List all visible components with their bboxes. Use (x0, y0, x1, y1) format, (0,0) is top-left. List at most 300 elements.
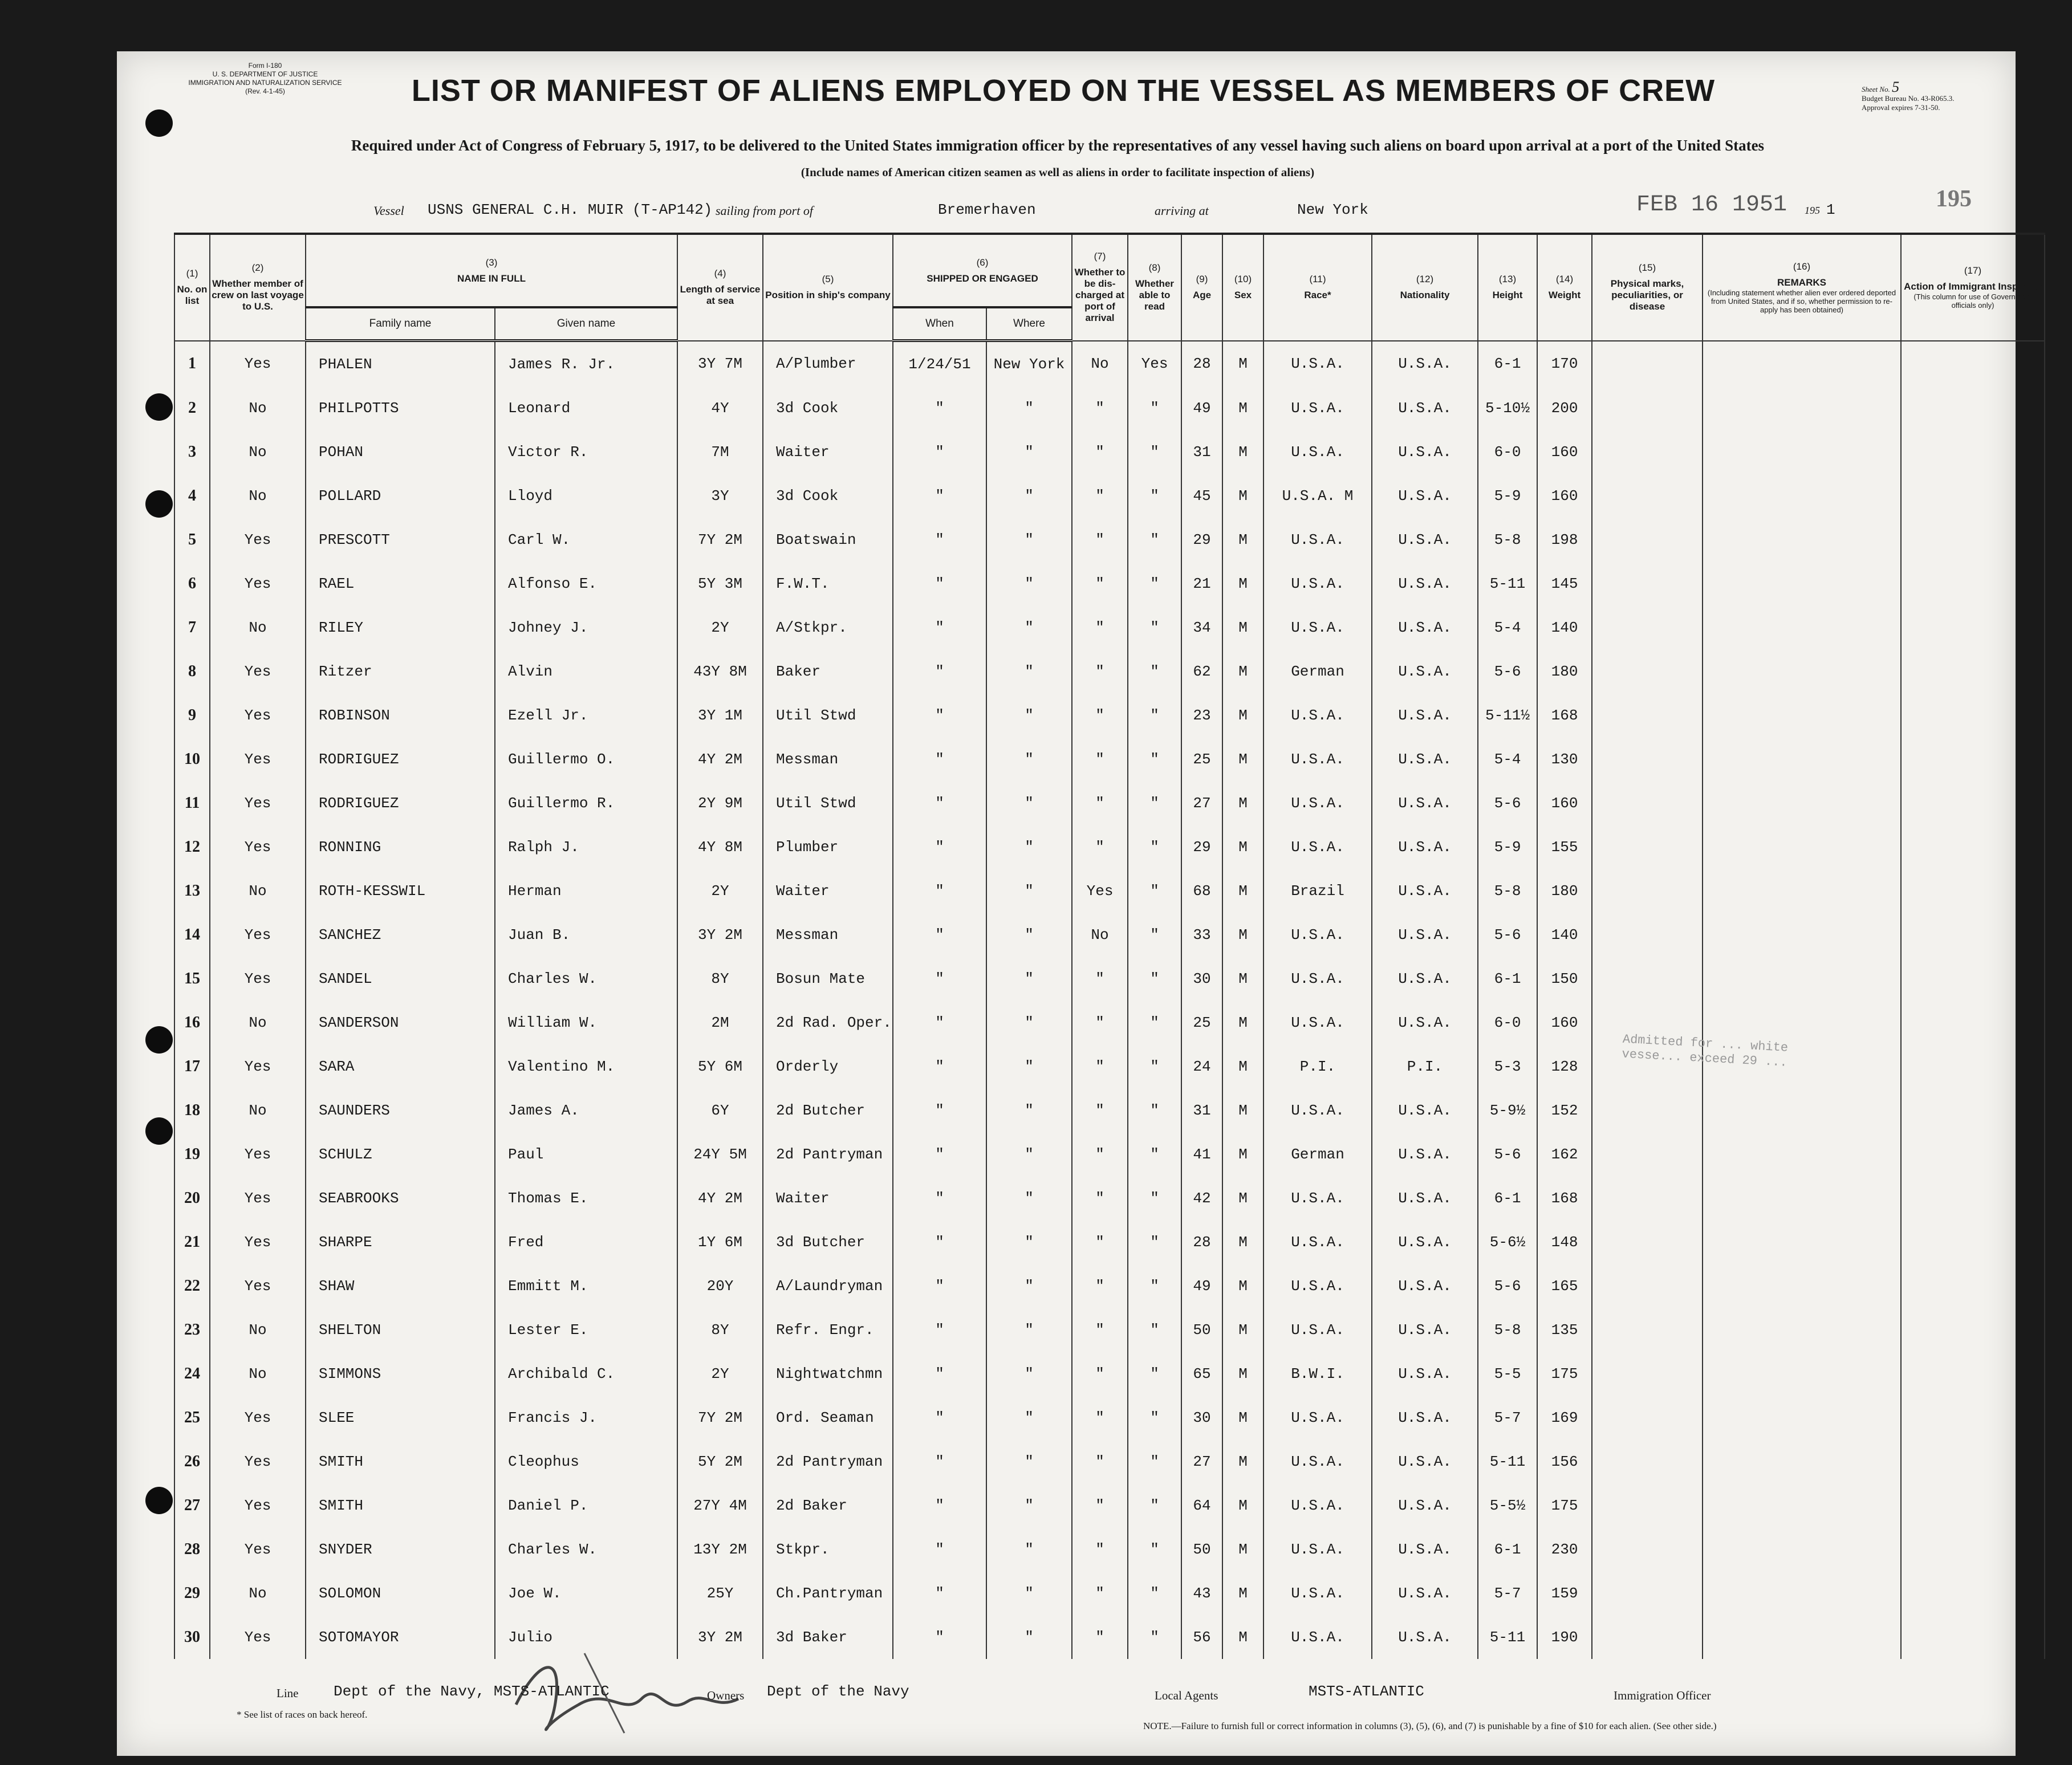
shipped-when-cell: " (893, 1220, 986, 1264)
discharged-cell: " (1072, 1352, 1128, 1396)
inspector-action-cell (1901, 825, 2045, 869)
given-name-cell: Guillermo R. (495, 781, 677, 825)
shipped-where-cell: " (986, 1615, 1072, 1659)
shipped-where-cell: " (986, 1308, 1072, 1352)
shipped-where-cell: New York (986, 341, 1072, 387)
shipped-where-cell: " (986, 1352, 1072, 1396)
family-name-cell: ROTH-KESSWIL (306, 869, 495, 913)
family-name-cell: Ritzer (306, 649, 495, 693)
weight-cell: 165 (1537, 1264, 1592, 1308)
table-row (174, 1176, 2045, 1220)
shipped-when-cell: " (893, 1615, 986, 1659)
sex-cell: M (1222, 1483, 1263, 1527)
weight-cell: 145 (1537, 562, 1592, 605)
height-cell: 5-7 (1478, 1396, 1537, 1439)
length-of-service-cell: 1Y 6M (677, 1220, 763, 1264)
given-name-cell: Francis J. (495, 1396, 677, 1439)
shipped-where-cell: " (986, 1396, 1072, 1439)
physical-marks-cell (1592, 957, 1703, 1001)
weight-cell: 230 (1537, 1527, 1592, 1571)
given-name-cell: Herman (495, 869, 677, 913)
able-to-read-cell: " (1128, 1527, 1181, 1571)
position-cell: 2d Rad. Oper. (763, 1001, 893, 1044)
nationality-cell: U.S.A. (1372, 957, 1478, 1001)
race-cell: U.S.A. (1263, 1176, 1372, 1220)
row-number-cell: 19 (174, 1132, 210, 1176)
last-voyage-cell: Yes (210, 1220, 306, 1264)
height-cell: 5-6 (1478, 649, 1537, 693)
position-cell: 3d Baker (763, 1615, 893, 1659)
sex-cell: M (1222, 430, 1263, 474)
physical-marks-cell (1592, 1264, 1703, 1308)
table-row (174, 386, 2045, 430)
remarks-cell (1703, 1615, 1901, 1659)
height-cell: 5-5 (1478, 1352, 1537, 1396)
row-number-cell: 6 (174, 562, 210, 605)
race-cell: U.S.A. (1263, 781, 1372, 825)
penalty-note: NOTE.—Failure to furnish full or correct information in columns (3), (5), (6), and (7) is punishable by a fine of $10 for each alien. (See other side.) (1143, 1721, 1717, 1731)
height-cell: 5-4 (1478, 605, 1537, 649)
race-cell: German (1263, 1132, 1372, 1176)
family-name-cell: SIMMONS (306, 1352, 495, 1396)
shipped-when-cell: " (893, 1308, 986, 1352)
table-row (174, 1220, 2045, 1264)
family-name-cell: RAEL (306, 562, 495, 605)
remarks-cell (1703, 781, 1901, 825)
shipped-when-cell: " (893, 1264, 986, 1308)
discharged-cell: " (1072, 386, 1128, 430)
row-number-cell: 23 (174, 1308, 210, 1352)
shipped-when-cell: " (893, 1176, 986, 1220)
discharged-cell: " (1072, 562, 1128, 605)
length-of-service-cell: 3Y 2M (677, 913, 763, 957)
sheet-number-label: Sheet No. (1862, 85, 1890, 93)
last-voyage-cell: Yes (210, 1044, 306, 1088)
able-to-read-cell: " (1128, 913, 1181, 957)
last-voyage-cell: No (210, 386, 306, 430)
sex-cell: M (1222, 518, 1263, 562)
sex-cell: M (1222, 341, 1263, 387)
page-title: LIST OR MANIFEST OF ALIENS EMPLOYED ON THE VESSEL AS MEMBERS OF CREW (411, 74, 1716, 108)
able-to-read-cell: " (1128, 1308, 1181, 1352)
nationality-cell: U.S.A. (1372, 386, 1478, 430)
pencil-annotation: Admitted for ... white vesse... exceed 29 ... (1621, 1032, 1789, 1070)
port-of-departure: Bremerhaven (938, 201, 1036, 218)
race-cell: U.S.A. (1263, 1088, 1372, 1132)
inspector-action-cell (1901, 1352, 2045, 1396)
inspector-action-cell (1901, 1308, 2045, 1352)
age-cell: 21 (1181, 562, 1222, 605)
age-cell: 27 (1181, 781, 1222, 825)
discharged-cell: " (1072, 1264, 1128, 1308)
length-of-service-cell: 8Y (677, 957, 763, 1001)
remarks-cell (1703, 1308, 1901, 1352)
last-voyage-cell: Yes (210, 562, 306, 605)
port-of-arrival: New York (1297, 201, 1368, 218)
inspector-action-cell (1901, 1396, 2045, 1439)
nationality-cell: U.S.A. (1372, 1308, 1478, 1352)
table-row (174, 649, 2045, 693)
family-name-cell: SHAW (306, 1264, 495, 1308)
given-name-cell: Leonard (495, 386, 677, 430)
discharged-cell: Yes (1072, 869, 1128, 913)
family-name-cell: SANCHEZ (306, 913, 495, 957)
discharged-cell: " (1072, 1439, 1128, 1483)
nationality-cell: U.S.A. (1372, 1527, 1478, 1571)
family-name-cell: SHARPE (306, 1220, 495, 1264)
position-cell: 2d Butcher (763, 1088, 893, 1132)
nationality-cell: U.S.A. (1372, 1615, 1478, 1659)
given-name-cell: Lloyd (495, 474, 677, 518)
inspector-action-cell (1901, 781, 2045, 825)
family-name-cell: ROBINSON (306, 693, 495, 737)
age-cell: 25 (1181, 737, 1222, 781)
form-revision: (Rev. 4-1-45) (245, 87, 285, 95)
last-voyage-cell: Yes (210, 1176, 306, 1220)
nationality-cell: U.S.A. (1372, 518, 1478, 562)
weight-cell: 150 (1537, 957, 1592, 1001)
given-name-cell: Lester E. (495, 1308, 677, 1352)
table-row (174, 1352, 2045, 1396)
row-number-cell: 28 (174, 1527, 210, 1571)
row-number-cell: 15 (174, 957, 210, 1001)
position-cell: A/Stkpr. (763, 605, 893, 649)
sex-cell: M (1222, 1176, 1263, 1220)
race-cell: U.S.A. (1263, 341, 1372, 387)
able-to-read-cell: " (1128, 1176, 1181, 1220)
table-row (174, 1088, 2045, 1132)
shipped-when-cell: " (893, 430, 986, 474)
able-to-read-cell: " (1128, 693, 1181, 737)
race-cell: U.S.A. (1263, 1220, 1372, 1264)
last-voyage-cell: Yes (210, 341, 306, 387)
remarks-cell (1703, 913, 1901, 957)
position-cell: Baker (763, 649, 893, 693)
nationality-cell: U.S.A. (1372, 605, 1478, 649)
weight-cell: 155 (1537, 825, 1592, 869)
able-to-read-cell: " (1128, 474, 1181, 518)
able-to-read-cell: " (1128, 1571, 1181, 1615)
given-name-cell: Joe W. (495, 1571, 677, 1615)
shipped-when-cell: " (893, 474, 986, 518)
age-cell: 49 (1181, 386, 1222, 430)
row-number-cell: 11 (174, 781, 210, 825)
given-name-cell: William W. (495, 1001, 677, 1044)
budget-bureau: Budget Bureau No. 43-R065.3. (1862, 94, 1955, 103)
remarks-cell (1703, 649, 1901, 693)
weight-cell: 160 (1537, 1001, 1592, 1044)
race-cell: Brazil (1263, 869, 1372, 913)
height-cell: 6-1 (1478, 1527, 1537, 1571)
remarks-cell (1703, 957, 1901, 1001)
length-of-service-cell: 5Y 6M (677, 1044, 763, 1088)
immigration-officer-label: Immigration Officer (1614, 1689, 1711, 1702)
family-name-cell: SANDEL (306, 957, 495, 1001)
physical-marks-cell (1592, 1615, 1703, 1659)
remarks-cell (1703, 605, 1901, 649)
shipped-where-cell: " (986, 1132, 1072, 1176)
row-number-cell: 20 (174, 1176, 210, 1220)
able-to-read-cell: " (1128, 957, 1181, 1001)
sailing-from-label: sailing from port of (716, 204, 813, 218)
age-cell: 30 (1181, 957, 1222, 1001)
header-last-voyage: (2) Whether member of crew on last voyage to U.S. (210, 234, 306, 341)
height-cell: 5-10½ (1478, 386, 1537, 430)
shipped-where-cell: " (986, 957, 1072, 1001)
last-voyage-cell: Yes (210, 1264, 306, 1308)
table-row (174, 1527, 2045, 1571)
inspector-action-cell (1901, 430, 2045, 474)
table-row (174, 518, 2045, 562)
header-length-of-service: (4) Length of service at sea (677, 234, 763, 341)
last-voyage-cell: Yes (210, 1396, 306, 1439)
length-of-service-cell: 2Y (677, 605, 763, 649)
able-to-read-cell: " (1128, 386, 1181, 430)
row-number-cell: 9 (174, 693, 210, 737)
inspector-action-cell (1901, 1439, 2045, 1483)
inspector-action-cell (1901, 1571, 2045, 1615)
inspector-action-cell (1901, 737, 2045, 781)
position-cell: Waiter (763, 869, 893, 913)
inspector-action-cell (1901, 649, 2045, 693)
family-name-cell: POHAN (306, 430, 495, 474)
weight-cell: 135 (1537, 1308, 1592, 1352)
sex-cell: M (1222, 1352, 1263, 1396)
remarks-cell (1703, 386, 1901, 430)
inspector-action-cell (1901, 913, 2045, 957)
arriving-at-label: arriving at (1155, 204, 1209, 218)
shipped-where-cell: " (986, 518, 1072, 562)
header-where: Where (986, 307, 1072, 341)
remarks-cell (1703, 693, 1901, 737)
remarks-cell (1703, 562, 1901, 605)
height-cell: 5-11½ (1478, 693, 1537, 737)
sex-cell: M (1222, 1044, 1263, 1088)
height-cell: 5-6½ (1478, 1220, 1537, 1264)
inspector-action-cell (1901, 1483, 2045, 1527)
table-row (174, 605, 2045, 649)
given-name-cell: Ezell Jr. (495, 693, 677, 737)
shipped-when-cell: " (893, 518, 986, 562)
discharged-cell: " (1072, 1132, 1128, 1176)
shipped-where-cell: " (986, 693, 1072, 737)
nationality-cell: U.S.A. (1372, 649, 1478, 693)
age-cell: 33 (1181, 913, 1222, 957)
header-age: (9) Age (1181, 234, 1222, 341)
position-cell: Ord. Seaman (763, 1396, 893, 1439)
physical-marks-cell (1592, 518, 1703, 562)
able-to-read-cell: " (1128, 869, 1181, 913)
age-cell: 28 (1181, 341, 1222, 387)
row-number-cell: 2 (174, 386, 210, 430)
weight-cell: 162 (1537, 1132, 1592, 1176)
race-cell: U.S.A. M (1263, 474, 1372, 518)
manifest-sheet (117, 51, 2042, 1756)
able-to-read-cell: " (1128, 518, 1181, 562)
inspector-action-cell (1901, 1615, 2045, 1659)
age-cell: 27 (1181, 1439, 1222, 1483)
weight-cell: 190 (1537, 1615, 1592, 1659)
weight-cell: 160 (1537, 474, 1592, 518)
given-name-cell: Archibald C. (495, 1352, 677, 1396)
physical-marks-cell (1592, 693, 1703, 737)
discharged-cell: " (1072, 737, 1128, 781)
nationality-cell: U.S.A. (1372, 1396, 1478, 1439)
shipped-when-cell: " (893, 1396, 986, 1439)
age-cell: 50 (1181, 1527, 1222, 1571)
year-digit: 1 (1826, 201, 1835, 218)
physical-marks-cell (1592, 913, 1703, 957)
physical-marks-cell (1592, 1220, 1703, 1264)
last-voyage-cell: No (210, 1308, 306, 1352)
table-row (174, 562, 2045, 605)
shipped-when-cell: 1/24/51 (893, 341, 986, 387)
height-cell: 6-0 (1478, 1001, 1537, 1044)
given-name-cell: Guillermo O. (495, 737, 677, 781)
nationality-cell: U.S.A. (1372, 1264, 1478, 1308)
inspector-action-cell (1901, 693, 2045, 737)
given-name-cell: Thomas E. (495, 1176, 677, 1220)
age-cell: 62 (1181, 649, 1222, 693)
remarks-cell (1703, 737, 1901, 781)
sex-cell: M (1222, 562, 1263, 605)
header-remarks: (16) REMARKS (Including statement whether alien ever ordered deported from United States, and if so, whether permission to re-apply has been obtained) (1703, 234, 1901, 341)
able-to-read-cell: " (1128, 1088, 1181, 1132)
family-name-cell: SANDERSON (306, 1001, 495, 1044)
remarks-cell (1703, 1527, 1901, 1571)
sex-cell: M (1222, 1132, 1263, 1176)
family-name-cell: SMITH (306, 1483, 495, 1527)
sex-cell: M (1222, 386, 1263, 430)
nationality-cell: U.S.A. (1372, 430, 1478, 474)
position-cell: Waiter (763, 1176, 893, 1220)
race-cell: U.S.A. (1263, 1264, 1372, 1308)
inspector-action-cell (1901, 341, 2045, 387)
row-number-cell: 3 (174, 430, 210, 474)
punch-hole (145, 1117, 173, 1145)
position-cell: 3d Cook (763, 474, 893, 518)
discharged-cell: " (1072, 825, 1128, 869)
race-cell: U.S.A. (1263, 737, 1372, 781)
race-cell: U.S.A. (1263, 562, 1372, 605)
given-name-cell: James A. (495, 1088, 677, 1132)
table-row (174, 474, 2045, 518)
race-cell: U.S.A. (1263, 825, 1372, 869)
physical-marks-cell (1592, 474, 1703, 518)
punch-hole (145, 1026, 173, 1054)
row-number-cell: 24 (174, 1352, 210, 1396)
nationality-cell: P.I. (1372, 1044, 1478, 1088)
punch-hole (145, 393, 173, 421)
family-name-cell: POLLARD (306, 474, 495, 518)
nationality-cell: U.S.A. (1372, 562, 1478, 605)
age-cell: 50 (1181, 1308, 1222, 1352)
sex-cell: M (1222, 1396, 1263, 1439)
shipped-when-cell: " (893, 737, 986, 781)
weight-cell: 180 (1537, 869, 1592, 913)
height-cell: 5-8 (1478, 518, 1537, 562)
family-name-cell: SMITH (306, 1439, 495, 1483)
weight-cell: 198 (1537, 518, 1592, 562)
length-of-service-cell: 27Y 4M (677, 1483, 763, 1527)
family-name-cell: SAUNDERS (306, 1088, 495, 1132)
height-cell: 5-6 (1478, 1132, 1537, 1176)
shipped-when-cell: " (893, 1088, 986, 1132)
physical-marks-cell (1592, 869, 1703, 913)
physical-marks-cell (1592, 605, 1703, 649)
shipped-where-cell: " (986, 737, 1072, 781)
physical-marks-cell (1592, 1396, 1703, 1439)
row-number-cell: 30 (174, 1615, 210, 1659)
age-cell: 64 (1181, 1483, 1222, 1527)
physical-marks-cell (1592, 1483, 1703, 1527)
able-to-read-cell: " (1128, 737, 1181, 781)
discharged-cell: " (1072, 1220, 1128, 1264)
height-cell: 5-4 (1478, 737, 1537, 781)
shipped-where-cell: " (986, 1044, 1072, 1088)
header-when: When (893, 307, 986, 341)
sex-cell: M (1222, 1527, 1263, 1571)
last-voyage-cell: Yes (210, 957, 306, 1001)
weight-cell: 148 (1537, 1220, 1592, 1264)
race-cell: U.S.A. (1263, 518, 1372, 562)
nationality-cell: U.S.A. (1372, 1132, 1478, 1176)
shipped-where-cell: " (986, 562, 1072, 605)
discharged-cell: " (1072, 1308, 1128, 1352)
shipped-where-cell: " (986, 430, 1072, 474)
race-cell: U.S.A. (1263, 1396, 1372, 1439)
table-row (174, 781, 2045, 825)
weight-cell: 168 (1537, 1176, 1592, 1220)
age-cell: 29 (1181, 825, 1222, 869)
nationality-cell: U.S.A. (1372, 825, 1478, 869)
position-cell: Nightwatchmn (763, 1352, 893, 1396)
able-to-read-cell: " (1128, 825, 1181, 869)
position-cell: Plumber (763, 825, 893, 869)
remarks-cell (1703, 1439, 1901, 1483)
sex-cell: M (1222, 737, 1263, 781)
length-of-service-cell: 8Y (677, 1308, 763, 1352)
height-cell: 5-5½ (1478, 1483, 1537, 1527)
family-name-cell: RONNING (306, 825, 495, 869)
shipped-where-cell: " (986, 1088, 1072, 1132)
physical-marks-cell (1592, 1527, 1703, 1571)
length-of-service-cell: 3Y (677, 474, 763, 518)
family-name-cell: RILEY (306, 605, 495, 649)
able-to-read-cell: " (1128, 1439, 1181, 1483)
race-cell: U.S.A. (1263, 693, 1372, 737)
position-cell: 3d Butcher (763, 1220, 893, 1264)
able-to-read-cell: " (1128, 430, 1181, 474)
position-cell: Boatswain (763, 518, 893, 562)
height-cell: 5-6 (1478, 913, 1537, 957)
last-voyage-cell: No (210, 1352, 306, 1396)
able-to-read-cell: " (1128, 562, 1181, 605)
sex-cell: M (1222, 1308, 1263, 1352)
inspector-action-cell (1901, 474, 2045, 518)
nationality-cell: U.S.A. (1372, 474, 1478, 518)
last-voyage-cell: Yes (210, 518, 306, 562)
sex-cell: M (1222, 1088, 1263, 1132)
nationality-cell: U.S.A. (1372, 1220, 1478, 1264)
weight-cell: 159 (1537, 1571, 1592, 1615)
table-row (174, 1264, 2045, 1308)
header-nationality: (12) Nationality (1372, 234, 1478, 341)
shipped-where-cell: " (986, 1527, 1072, 1571)
shipped-where-cell: " (986, 605, 1072, 649)
weight-cell: 175 (1537, 1483, 1592, 1527)
inspector-action-cell (1901, 1001, 2045, 1044)
